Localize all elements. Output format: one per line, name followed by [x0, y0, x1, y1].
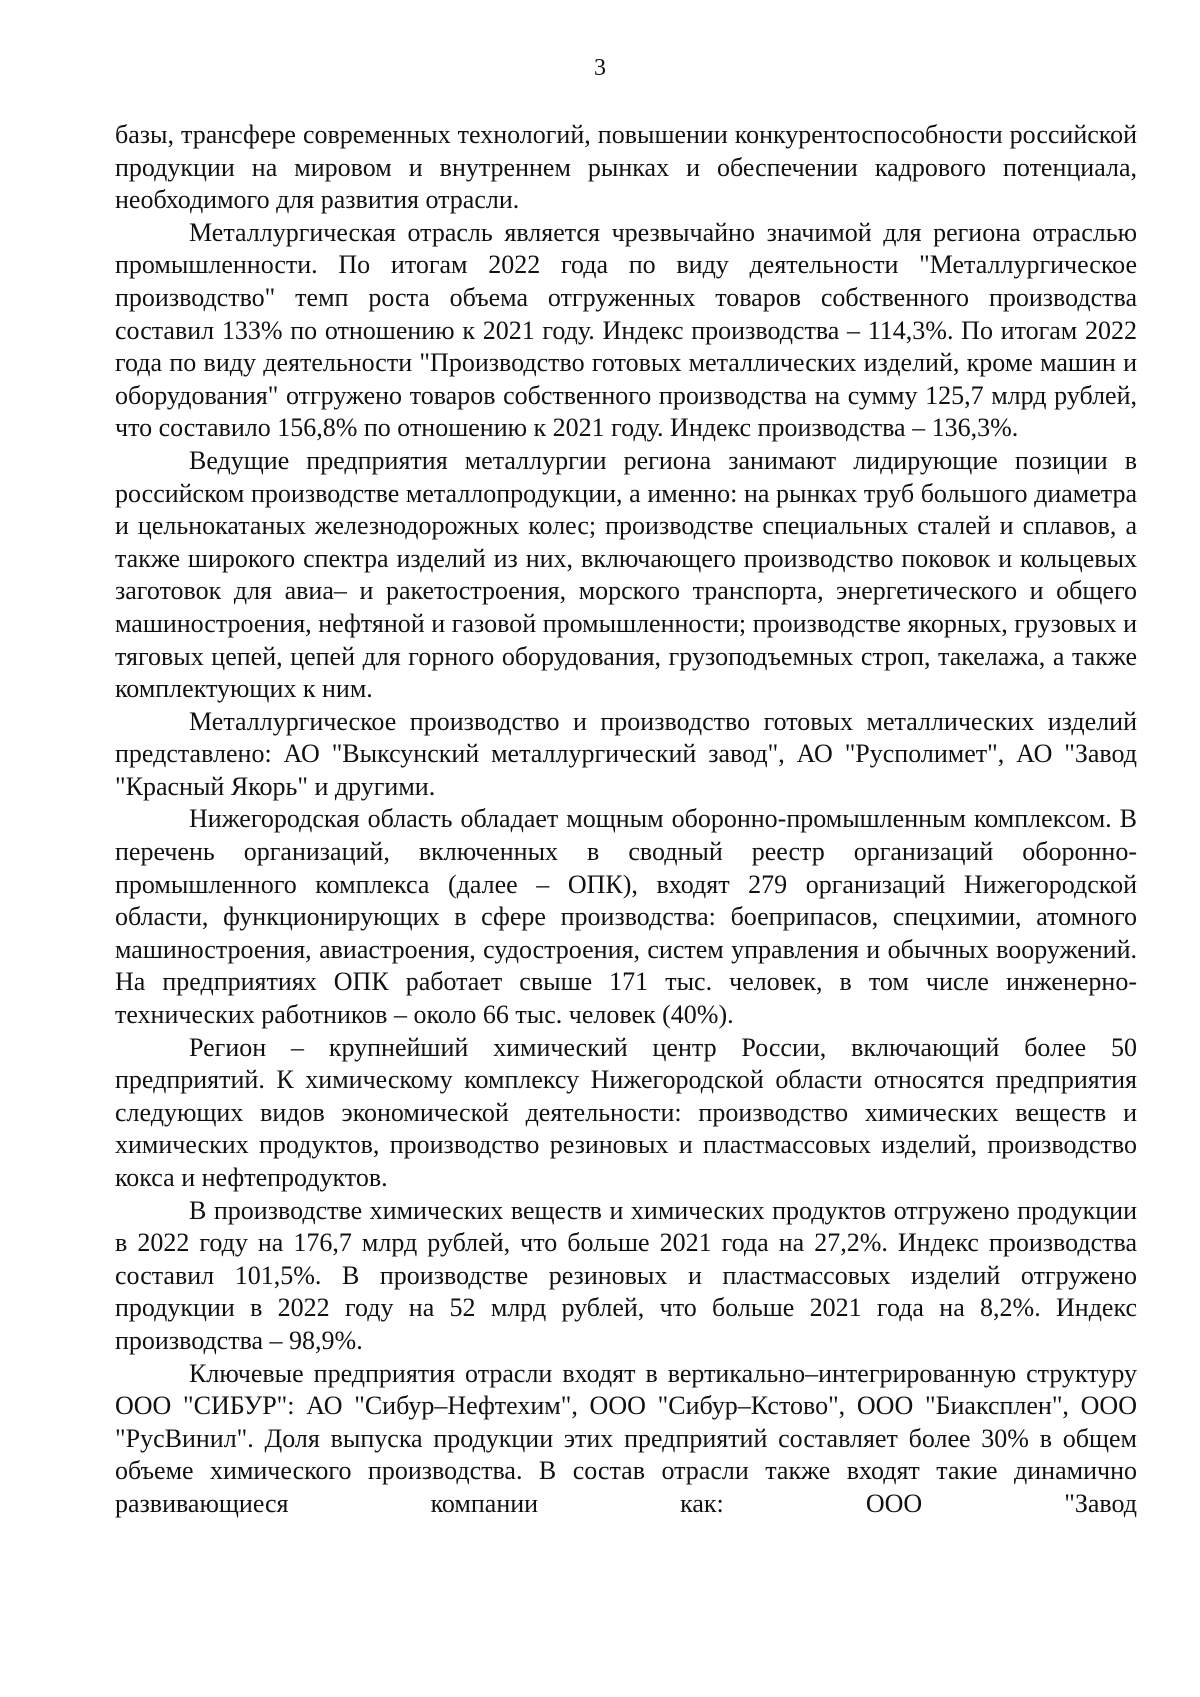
paragraph-4: Металлургическое производство и производство готовых металлических изделий представлено: АО "Выксунский металлургический завод", АО "Русполимет", АО "Завод "Красный Якорь" и другими.: [115, 706, 1137, 801]
paragraph-5: Нижегородская область обладает мощным оборонно-промышленным комплексом. В перечень организаций, включенных в сводный реестр организаций оборонно-промышленного комплекса (далее – ОПК), входят 279 организаций Нижегородской области, функционирующих в сфере производства: боеприпасов, спецхимии, атомного машиностроения, авиастроения, судостроения, систем управления и обычных вооружений. На предприятиях ОПК работает свыше 171 тыс. человек, в том числе инженерно-технических работников – около 66 тыс. человек (40%).: [115, 804, 1137, 1030]
paragraph-2: Металлургическая отрасль является чрезвычайно значимой для региона отраслью промышленности. По итогам 2022 года по виду деятельности "Металлургическое производство" темп роста объема отгруженных товаров собственного производства составил 133% по отношению к 2021 году. Индекс производства – 114,3%. По итогам 2022 года по виду деятельности "Производство готовых металлических изделий, кроме машин и оборудования" отгружено товаров собственного производства на сумму 125,7 млрд рублей, что составило 156,8% по отношению к 2021 году. Индекс производства – 136,3%.: [115, 217, 1137, 443]
paragraph-3: Ведущие предприятия металлургии региона занимают лидирующие позиции в российском производстве металлопродукции, а именно: на рынках труб большого диаметра и цельнокатаных железнодорожных колес; производстве специальных сталей и сплавов, а также широкого спектра изделий из них, включающего производство поковок и кольцевых заготовок для авиа– и ракетостроения, морского транспорта, энергетического и общего машиностроения, нефтяной и газовой промышленности; производстве якорных, грузовых и тяговых цепей, цепей для горного оборудования, грузоподъемных строп, такелажа, а также комплектующих к ним.: [115, 445, 1137, 704]
document-body: [115, 119, 1137, 1521]
paragraph-1: базы, трансфере современных технологий, повышении конкурентоспособности российской продукции на мировом и внутреннем рынках и обеспечении кадрового потенциала, необходимого для развития отрасли.: [115, 120, 1137, 215]
paragraph-8: Ключевые предприятия отрасли входят в вертикально–интегрированную структуру ООО "СИБУР": АО "Сибур–Нефтехим", ООО "Сибур–Кстово", ООО "Биаксплен", ООО "РусВинил". Доля выпуска продукции этих предприятий составляет более 30% в общем объеме химического производства. В состав отрасли также входят такие динамично развивающиеся компании как: ООО "Завод: [115, 1358, 1137, 1518]
paragraph-6: Регион – крупнейший химический центр России, включающий более 50 предприятий. К химическому комплексу Нижегородской области относятся предприятия следующих видов экономической деятельности: производство химических веществ и химических продуктов, производство резиновых и пластмассовых изделий, производство кокса и нефтепродуктов.: [115, 1032, 1137, 1192]
page-number: 3: [594, 55, 606, 81]
paragraph-7: В производстве химических веществ и химических продуктов отгружено продукции в 2022 году на 176,7 млрд рублей, что больше 2021 года на 27,2%. Индекс производства составил 101,5%. В производстве резиновых и пластмассовых изделий отгружено продукции в 2022 году на 52 млрд рублей, что больше 2021 года на 8,2%. Индекс производства – 98,9%.: [115, 1195, 1137, 1355]
